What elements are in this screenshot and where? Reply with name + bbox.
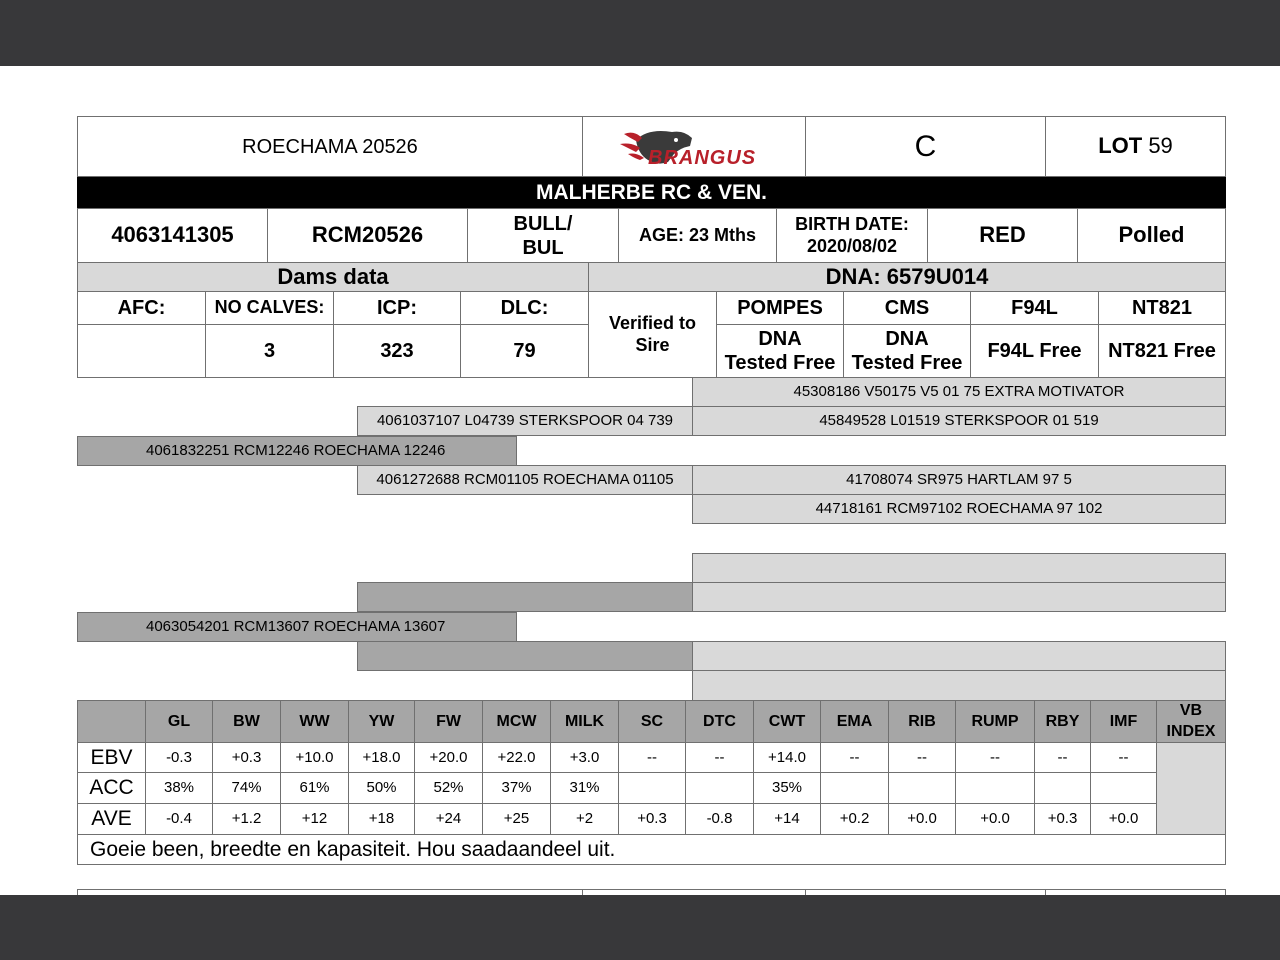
test-result-line1: DNA bbox=[885, 328, 929, 350]
test-label-f94l: F94L bbox=[970, 291, 1099, 325]
ave-cell: +0.0 bbox=[888, 803, 956, 835]
ave-cell: +18 bbox=[348, 803, 415, 835]
acc-cell: 61% bbox=[280, 772, 349, 804]
pedigree-dam-dam-dam bbox=[692, 670, 1226, 701]
ave-cell: +12 bbox=[280, 803, 349, 835]
ebv-cell: +18.0 bbox=[348, 742, 415, 773]
dlc-value: 79 bbox=[460, 324, 589, 378]
acc-row-label: ACC bbox=[77, 772, 146, 804]
vb-index-value bbox=[1156, 742, 1226, 835]
ebv-cell: -- bbox=[1090, 742, 1157, 773]
icp-label: ICP: bbox=[333, 291, 461, 325]
ebv-cell: -- bbox=[955, 742, 1035, 773]
reg-number: 4063141305 bbox=[77, 208, 268, 263]
acc-cell bbox=[820, 772, 889, 804]
ebv-col-fw: FW bbox=[414, 700, 483, 743]
birth-date-label: BIRTH DATE: bbox=[795, 213, 909, 234]
dlc-label: DLC: bbox=[460, 291, 589, 325]
acc-cell: 52% bbox=[414, 772, 483, 804]
ave-cell: +0.0 bbox=[955, 803, 1035, 835]
dna-title: DNA: 6579U014 bbox=[588, 262, 1226, 292]
acc-cell bbox=[955, 772, 1035, 804]
pedigree-sire-dam-sire: 41708074 SR975 HARTLAM 97 5 bbox=[692, 465, 1226, 495]
ave-cell: +2 bbox=[550, 803, 619, 835]
ebv-col-imf: IMF bbox=[1090, 700, 1157, 743]
ident: RCM20526 bbox=[267, 208, 468, 263]
verified-to-sire bbox=[588, 291, 717, 378]
acc-cell bbox=[1090, 772, 1157, 804]
calves-label: NO CALVES: bbox=[205, 291, 334, 325]
bottom-dark-bar bbox=[0, 895, 1280, 960]
pedigree-dam-sire-dam bbox=[692, 582, 1226, 612]
ebv-cell: -- bbox=[888, 742, 956, 773]
test-result-f94l: F94L Free bbox=[970, 324, 1099, 378]
calves-value: 3 bbox=[205, 324, 334, 378]
brangus-logo bbox=[582, 116, 806, 177]
verified-line1: Verified to bbox=[608, 312, 697, 333]
ave-cell: +0.0 bbox=[1090, 803, 1157, 835]
breeder-name: MALHERBE RC & VEN. bbox=[77, 177, 1226, 208]
pedigree-dam-dam-sire bbox=[692, 641, 1226, 671]
acc-cell bbox=[685, 772, 754, 804]
ave-cell: +0.3 bbox=[1034, 803, 1091, 835]
ebv-cell: -- bbox=[1034, 742, 1091, 773]
acc-cell bbox=[888, 772, 956, 804]
pedigree-dam-sire-sire bbox=[692, 553, 1226, 583]
test-result-line2: Tested Free bbox=[724, 352, 836, 374]
test-result-cms bbox=[843, 324, 971, 378]
sex bbox=[467, 208, 619, 263]
pedigree-sire-sire-dam: 45849528 L01519 STERKSPOOR 01 519 bbox=[692, 406, 1226, 436]
vb-line2: INDEX bbox=[1166, 722, 1216, 740]
pedigree-sire-sire: 4061037107 L04739 STERKSPOOR 04 739 bbox=[357, 406, 693, 436]
grade: C bbox=[805, 116, 1046, 177]
horn-status: Polled bbox=[1077, 208, 1226, 263]
logo-text: BRANGUS bbox=[648, 146, 757, 169]
ebv-col-ww: WW bbox=[280, 700, 349, 743]
ebv-cell: -- bbox=[618, 742, 686, 773]
ebv-col-rib: RIB bbox=[888, 700, 956, 743]
ave-cell: +25 bbox=[482, 803, 551, 835]
ebv-col-ema: EMA bbox=[820, 700, 889, 743]
ebv-col-milk: MILK bbox=[550, 700, 619, 743]
pedigree-dam-dam bbox=[357, 641, 693, 671]
ebv-header-blank bbox=[77, 700, 146, 743]
ebv-cell: -0.3 bbox=[145, 742, 213, 773]
test-result-line1: DNA bbox=[758, 328, 802, 350]
animal-name: ROECHAMA 20526 bbox=[77, 116, 583, 177]
birth-date bbox=[776, 208, 928, 263]
lot-label: LOT bbox=[1098, 133, 1143, 159]
comment: Goeie been, breedte en kapasiteit. Hou saadaandeel uit. bbox=[77, 834, 1226, 865]
ave-cell: +0.3 bbox=[618, 803, 686, 835]
ebv-row-label: EBV bbox=[77, 742, 146, 773]
pedigree-sire-dam: 4061272688 RCM01105 ROECHAMA 01105 bbox=[357, 465, 693, 495]
ave-cell: +1.2 bbox=[212, 803, 281, 835]
colour: RED bbox=[927, 208, 1078, 263]
acc-cell: 37% bbox=[482, 772, 551, 804]
age: AGE: 23 Mths bbox=[618, 208, 777, 263]
pedigree-sire-dam-dam: 44718161 RCM97102 ROECHAMA 97 102 bbox=[692, 494, 1226, 524]
vb-line1: VB bbox=[1179, 701, 1203, 719]
acc-cell bbox=[1034, 772, 1091, 804]
top-dark-bar bbox=[0, 0, 1280, 66]
ave-cell: -0.8 bbox=[685, 803, 754, 835]
ave-cell: -0.4 bbox=[145, 803, 213, 835]
ave-cell: +14 bbox=[753, 803, 821, 835]
sex-line1: BULL/ bbox=[513, 212, 573, 235]
acc-cell: 38% bbox=[145, 772, 213, 804]
ave-row-label: AVE bbox=[77, 803, 146, 835]
ebv-col-rump: RUMP bbox=[955, 700, 1035, 743]
ebv-cell: -- bbox=[685, 742, 754, 773]
sex-line2: BUL bbox=[522, 236, 564, 259]
test-result-nt821: NT821 Free bbox=[1098, 324, 1226, 378]
test-label-pompes: POMPES bbox=[716, 291, 844, 325]
afc-label: AFC: bbox=[77, 291, 206, 325]
dams-title: Dams data bbox=[77, 262, 589, 292]
lot bbox=[1045, 116, 1226, 177]
test-result-pompes bbox=[716, 324, 844, 378]
ebv-cell: +10.0 bbox=[280, 742, 349, 773]
ebv-col-yw: YW bbox=[348, 700, 415, 743]
ebv-col-cwt: CWT bbox=[753, 700, 821, 743]
birth-date-value: 2020/08/02 bbox=[806, 235, 898, 256]
test-label-nt821: NT821 bbox=[1098, 291, 1226, 325]
ebv-col-mcw: MCW bbox=[482, 700, 551, 743]
ebv-cell: +22.0 bbox=[482, 742, 551, 773]
ebv-cell: +14.0 bbox=[753, 742, 821, 773]
ebv-col-bw: BW bbox=[212, 700, 281, 743]
ave-cell: +24 bbox=[414, 803, 483, 835]
pedigree-sire-sire-sire: 45308186 V50175 V5 01 75 EXTRA MOTIVATOR bbox=[692, 377, 1226, 407]
ebv-col-rby: RBY bbox=[1034, 700, 1091, 743]
ebv-col-sc: SC bbox=[618, 700, 686, 743]
test-label-cms: CMS bbox=[843, 291, 971, 325]
acc-cell: 31% bbox=[550, 772, 619, 804]
test-result-line2: Tested Free bbox=[851, 352, 963, 374]
pedigree-dam-sire bbox=[357, 582, 693, 612]
acc-cell: 74% bbox=[212, 772, 281, 804]
ebv-col-dtc: DTC bbox=[685, 700, 754, 743]
icp-value: 323 bbox=[333, 324, 461, 378]
acc-cell: 50% bbox=[348, 772, 415, 804]
ebv-cell: +20.0 bbox=[414, 742, 483, 773]
ebv-col-vb-index bbox=[1156, 700, 1226, 743]
lot-number: 59 bbox=[1148, 133, 1173, 159]
acc-cell: 35% bbox=[753, 772, 821, 804]
pedigree-sire: 4061832251 RCM12246 ROECHAMA 12246 bbox=[77, 436, 517, 466]
pedigree-dam: 4063054201 RCM13607 ROECHAMA 13607 bbox=[77, 612, 517, 642]
acc-cell bbox=[618, 772, 686, 804]
ebv-cell: +3.0 bbox=[550, 742, 619, 773]
afc-value bbox=[77, 324, 206, 378]
ebv-col-gl: GL bbox=[145, 700, 213, 743]
ebv-cell: +0.3 bbox=[212, 742, 281, 773]
verified-line2: Sire bbox=[635, 334, 670, 355]
ave-cell: +0.2 bbox=[820, 803, 889, 835]
ebv-cell: -- bbox=[820, 742, 889, 773]
